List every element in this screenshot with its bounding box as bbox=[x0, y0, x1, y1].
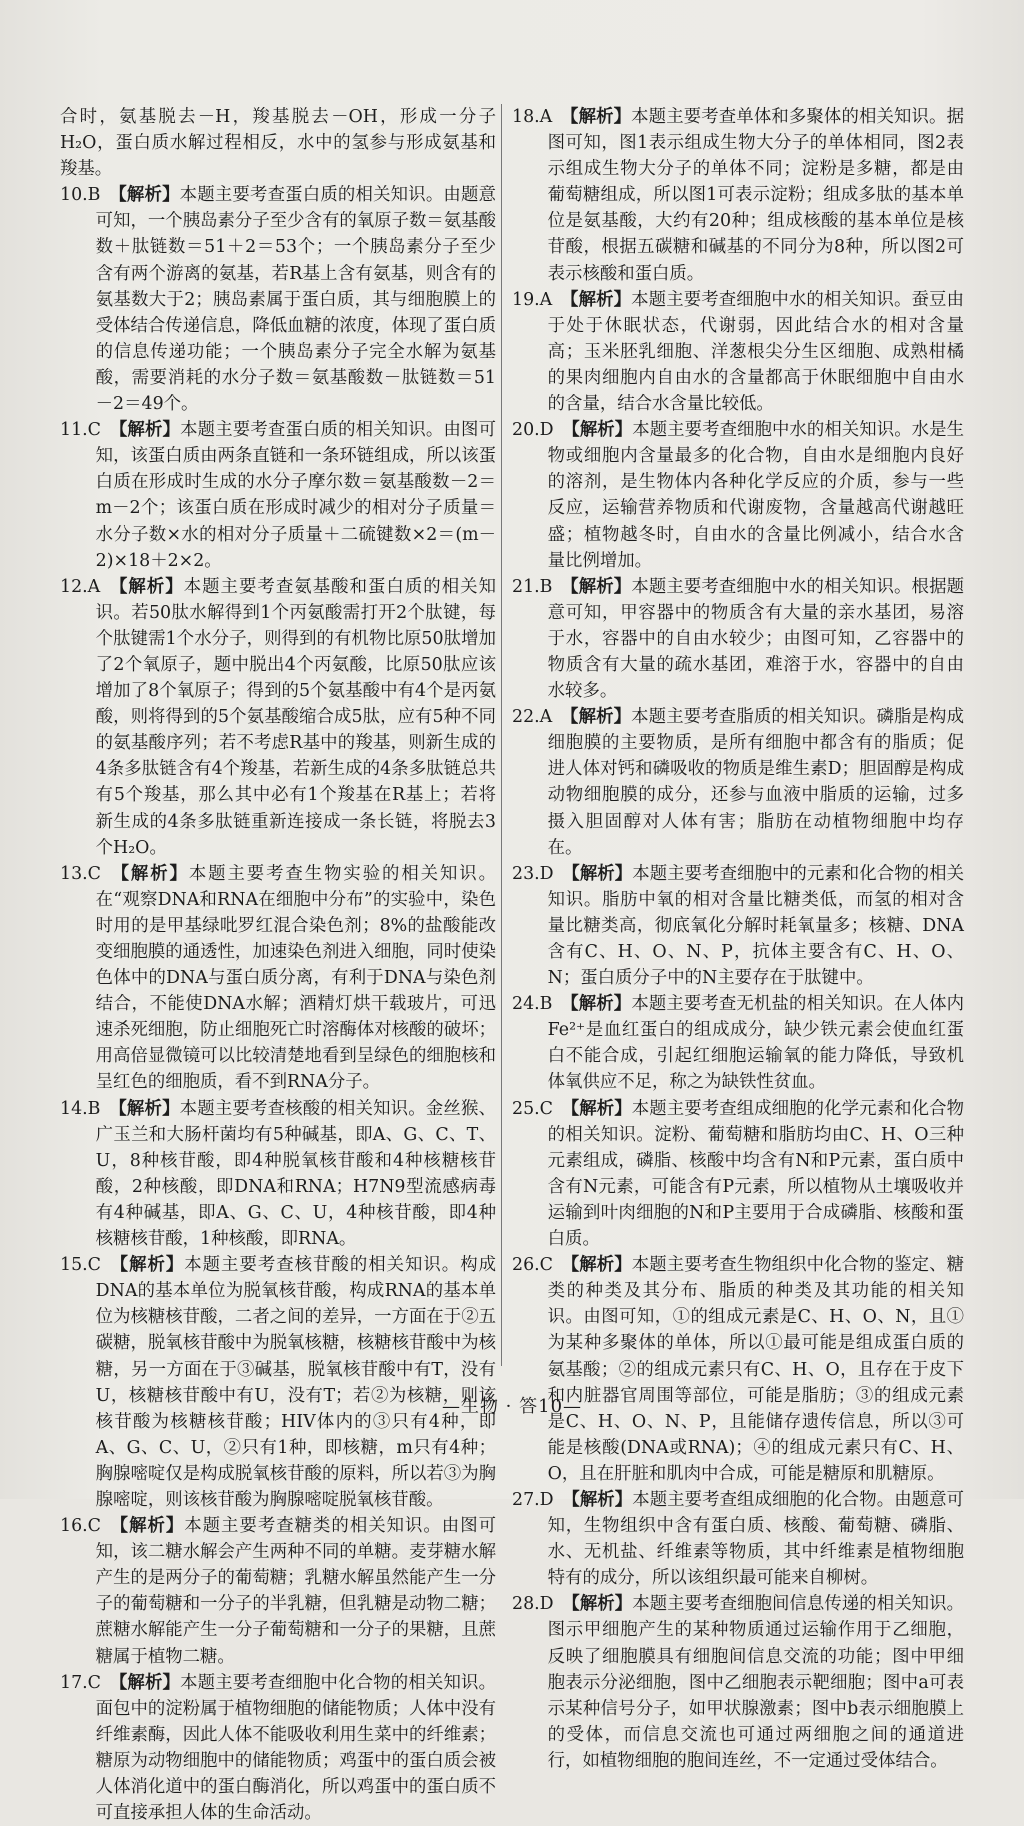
answer-text: 本题主要考查蛋白质的相关知识。由题意可知，一个胰岛素分子至少含有的氧原子数＝氨基酸数＋肽链数＝51＋2＝53个；一个胰岛素分子至少含有两个游离的氨基，若R基上含有氨基，则含有的氨基数大于2；胰岛素属于蛋白质，其与细胞膜上的受体结合传递信息，降低血糖的浓度，体现了蛋白质的信息传递功能；一个胰岛素分子完全水解为氨基酸，需要消耗的水分子数＝氨基酸数－肽链数＝51－2＝49个。 bbox=[95, 185, 496, 415]
answer-label: 24.B bbox=[512, 994, 553, 1015]
answer-item-12 bbox=[60, 574, 496, 861]
answer-text: 本题主要考查细胞中化合物的相关知识。面包中的淀粉属于植物细胞的储能物质；人体中没有纤维素酶，因此人体不能吸收利用生菜中的纤维素；糖原为动物细胞中的储能物质；鸡蛋中的蛋白质会被人体消化道中的蛋白酶消化，所以鸡蛋中的蛋白质不可直接承担人体的生命活动。 bbox=[95, 1672, 496, 1824]
analysis-tag: 【解析】 bbox=[561, 576, 632, 597]
answer-text: 本题主要考查细胞中水的相关知识。根据题意可知，甲容器中的物质含有大量的亲水基团，易溶于水，容器中的自由水较少；由图可知，乙容器中的物质含有大量的疏水基团，难溶于水，容器中的自由水较多。 bbox=[547, 576, 964, 702]
answer-item-26 bbox=[512, 1252, 964, 1487]
analysis-tag: 【解析】 bbox=[562, 863, 633, 884]
answer-text: 本题主要考查生物实验的相关知识。在“观察DNA和RNA在细胞中分布”的实验中，染色时用的是甲基绿吡罗红混合染色剂；8%的盐酸能改变细胞膜的通透性，加速染色剂进入细胞，同时使染色体中的DNA与蛋白质分离，有利于DNA与染色剂结合，不能使DNA水解；酒精灯烘干载玻片，可迅速杀死细胞，防止细胞死亡时溶酶体对核酸的破坏；用高倍显微镜可以比较清楚地看到呈绿色的细胞核和呈红色的细胞质，看不到RNA分子。 bbox=[95, 863, 496, 1093]
answer-text: 本题主要考查细胞间信息传递的相关知识。图示甲细胞产生的某种物质通过运输作用于乙细胞，反映了细胞膜具有细胞间信息交流的功能；图中甲细胞表示分泌细胞，图中乙细胞表示靶细胞；图中a可表示某种信号分子，如甲状腺激素；图中b表示细胞膜上的受体，而信息交流也可通过两细胞之间的通道进行，如植物细胞的胞间连丝，不一定通过受体结合。 bbox=[547, 1594, 964, 1771]
analysis-tag: 【解析】 bbox=[109, 1098, 180, 1119]
answer-text: 合时，氨基脱去－H，羧基脱去－OH，形成一分子 H₂O，蛋白质水解过程相反，水中的氢参与形成氨基和羧基。 bbox=[60, 107, 496, 180]
answer-label: 20.D bbox=[512, 420, 554, 441]
answer-label: 25.C bbox=[512, 1098, 553, 1119]
answer-item-28 bbox=[512, 1591, 964, 1774]
analysis-tag: 【解析】 bbox=[560, 707, 632, 728]
answer-text: 本题主要考查组成细胞的化学元素和化合物的相关知识。淀粉、葡萄糖和脂肪均由C、H、O三种元素组成，磷脂、核酸中均含有N和P元素，蛋白质中含有N元素，可能含有P元素，所以植物从土壤吸收并运输到叶肉细胞的N和P主要用于合成磷脂、核酸和蛋白质。 bbox=[547, 1098, 964, 1250]
answer-text: 本题主要考查单体和多聚体的相关知识。据图可知，图1表示组成生物大分子的单体相同，图2表示组成生物大分子的单体不同；淀粉是多糖，都是由葡萄糖组成，所以图1可表示淀粉；组成多肽的基本单位是氨基酸，大约有20种；组成核酸的基本单位是核苷酸，根据五碳糖和碱基的不同分为8种，所以图2可表示核酸和蛋白质。 bbox=[547, 107, 964, 284]
right-column bbox=[512, 104, 964, 1774]
page-footer: —生物 · 答10— bbox=[441, 1396, 583, 1417]
answer-text: 本题主要考查生物组织中化合物的鉴定、糖类的种类及其分布、脂质的种类及其功能的相关知识。由图可知，①的组成元素是C、H、O、N，且①为某种多聚体的单体，所以①最可能是组成蛋白质的氨基酸；②的组成元素只有C、H、O，且存在于皮下和内脏器官周围等部位，可能是脂肪；③的组成元素是C、H、O、N、P，且能储存遗传信息，所以③可能是核酸(DNA或RNA)；④的组成元素只有C、H、O，且在肝脏和肌肉中合成，可能是糖原和肌糖原。 bbox=[547, 1255, 964, 1484]
analysis-tag: 【解析】 bbox=[561, 994, 632, 1015]
answer-item-21 bbox=[512, 574, 964, 704]
answer-text: 本题主要考查核酸的相关知识。金丝猴、广玉兰和大肠杆菌均有5种碱基，即A、G、C、T、U，8种核苷酸，即4种脱氧核苷酸和4种核糖核苷酸，2种核酸，即DNA和RNA；H7N9型流感病毒有4种碱基，即A、G、C、U，4种核苷酸，即4种核糖核苷酸，1种核酸，即RNA。 bbox=[95, 1098, 496, 1250]
answer-item-13 bbox=[60, 861, 496, 1096]
answer-text: 本题主要考查无机盐的相关知识。在人体内Fe²⁺是血红蛋白的组成成分，缺少铁元素会使血红蛋白不能合成，引起红细胞运输氧的能力降低，导致机体氧供应不足，称之为缺铁性贫血。 bbox=[547, 994, 964, 1093]
analysis-tag: 【解析】 bbox=[562, 1594, 633, 1615]
answer-text: 本题主要考查氨基酸和蛋白质的相关知识。若50肽水解得到1个丙氨酸需打开2个肽键，每个肽键需1个水分子，则得到的有机物比原50肽增加了2个氧原子，题中脱出4个丙氨酸，比原50肽应该增加了8个氧原子；得到的5个氨基酸中有4个是丙氨酸，则将得到的5个氨基酸缩合成5肽，应有5种不同的氨基酸序列；若不考虑R基中的羧基，则新生成的4条多肽链含有4个羧基，若新生成的4条多肽链总共有5个羧基，那么其中必有1个羧基在R基上；若将新生成的4条多肽链重新连接成一条长链，将脱去3个H₂O。 bbox=[95, 576, 496, 858]
analysis-tag: 【解析】 bbox=[560, 289, 632, 310]
answer-item-15 bbox=[60, 1252, 496, 1513]
answer-label: 18.A bbox=[512, 107, 553, 127]
answer-item-18 bbox=[512, 104, 964, 287]
answer-continuation bbox=[60, 104, 496, 182]
analysis-tag: 【解析】 bbox=[562, 1489, 633, 1510]
answer-label: 17.C bbox=[60, 1672, 101, 1693]
answer-label: 11.C bbox=[60, 420, 101, 441]
analysis-tag: 【解析】 bbox=[109, 863, 189, 884]
answer-item-10 bbox=[60, 182, 496, 417]
answer-label: 14.B bbox=[60, 1098, 101, 1119]
answer-text: 本题主要考查核苷酸的相关知识。构成DNA的基本单位为脱氧核苷酸，构成RNA的基本单位为核糖核苷酸，二者之间的差异，一方面在于②五碳糖，脱氧核苷酸中为脱氧核糖，核糖核苷酸中为核糖，另一方面在于③碱基，脱氧核苷酸中有T，没有U，核糖核苷酸中有U，没有T；若②为核糖，则该核苷酸为核糖核苷酸；HIV体内的③只有4种，即A、G、C、U，②只有1种，即核糖，m只有4种；胸腺嘧啶仅是构成脱氧核苷酸的原料，所以若③为胸腺嘧啶，则该核苷酸为胸腺嘧啶脱氧核苷酸。 bbox=[95, 1255, 496, 1510]
left-column bbox=[60, 104, 496, 1826]
analysis-tag: 【解析】 bbox=[561, 1098, 632, 1119]
answer-label: 13.C bbox=[60, 863, 101, 884]
answer-text: 本题主要考查脂质的相关知识。磷脂是构成细胞膜的主要物质，是所有细胞中都含有的脂质；促进人体对钙和磷吸收的物质是维生素D；胆固醇是构成动物细胞膜的成分，还参与血液中脂质的运输，过多摄入胆固醇对人体有害；脂肪在动植物细胞中均存在。 bbox=[547, 707, 964, 858]
answer-text: 本题主要考查蛋白质的相关知识。由图可知，该蛋白质由两条直链和一条环链组成，所以该蛋白质在形成时生成的水分子摩尔数＝氨基酸数－2＝m－2个；该蛋白质在形成时减少的相对分子质量＝水分子数×水的相对分子质量＋二硫键数×2＝(m－2)×18＋2×2。 bbox=[95, 420, 496, 571]
answer-text: 本题主要考查细胞中的元素和化合物的相关知识。脂肪中氧的相对含量比糖类低，而氢的相对含量比糖类高，彻底氧化分解时耗氧量多；核糖、DNA含有C、H、O、N、P，抗体主要含有C、H、O、N；蛋白质分子中的N主要存在于肽键中。 bbox=[547, 863, 964, 989]
answer-text: 本题主要考查组成细胞的化合物。由题意可知，生物组织中含有蛋白质、核酸、葡萄糖、磷脂、水、无机盐、纤维素等物质，其中纤维素是植物细胞特有的成分，所以该组织最可能来自柳树。 bbox=[547, 1489, 964, 1589]
answer-label: 15.C bbox=[60, 1255, 101, 1276]
answer-label: 10.B bbox=[60, 185, 101, 206]
answer-item-17 bbox=[60, 1670, 496, 1826]
answer-item-27 bbox=[512, 1487, 964, 1591]
answer-text: 本题主要考查细胞中水的相关知识。蚕豆由于处于休眠状态，代谢弱，因此结合水的相对含量高；玉米胚乳细胞、洋葱根尖分生区细胞、成熟柑橘的果肉细胞内自由水的含量都高于休眠细胞中自由水的含量，结合水含量比较低。 bbox=[547, 289, 964, 415]
answer-item-14 bbox=[60, 1096, 496, 1253]
answer-label: 23.D bbox=[512, 863, 554, 884]
answer-text: 本题主要考查糖类的相关知识。由图可知，该二糖水解会产生两种不同的单糖。麦芽糖水解产生的是两分子的葡萄糖；乳糖水解虽然能产生一分子的葡萄糖和一分子的半乳糖，但乳糖是动物二糖；蔗糖水解能产生一分子葡萄糖和一分子的果糖，且蔗糖属于植物二糖。 bbox=[95, 1516, 496, 1667]
analysis-tag: 【解析】 bbox=[109, 1255, 185, 1276]
analysis-tag: 【解析】 bbox=[109, 1672, 181, 1693]
answer-label: 16.C bbox=[60, 1516, 101, 1537]
answer-label: 12.A bbox=[60, 576, 101, 597]
answer-text: 本题主要考查细胞中水的相关知识。水是生物或细胞内含量最多的化合物，自由水是细胞内良好的溶剂，是生物体内各种化学反应的介质，参与一些反应，运输营养物质和代谢废物，含量越高代谢越旺盛；植物越冬时，自由水的含量比例减小，结合水含量比例增加。 bbox=[547, 420, 964, 571]
analysis-tag: 【解析】 bbox=[109, 1516, 185, 1537]
analysis-tag: 【解析】 bbox=[109, 185, 180, 206]
column-divider bbox=[501, 104, 502, 1366]
answer-item-22 bbox=[512, 704, 964, 861]
answer-label: 27.D bbox=[512, 1489, 554, 1510]
answer-item-25 bbox=[512, 1096, 964, 1253]
answer-item-20 bbox=[512, 417, 964, 574]
answer-item-24 bbox=[512, 991, 964, 1095]
answer-item-23 bbox=[512, 861, 964, 991]
analysis-tag: 【解析】 bbox=[109, 420, 181, 441]
answer-label: 22.A bbox=[512, 707, 553, 728]
answer-label: 28.D bbox=[512, 1594, 554, 1615]
analysis-tag: 【解析】 bbox=[560, 107, 632, 127]
analysis-tag: 【解析】 bbox=[562, 420, 633, 441]
answer-item-16 bbox=[60, 1513, 496, 1670]
analysis-tag: 【解析】 bbox=[108, 576, 184, 597]
answer-label: 26.C bbox=[512, 1255, 553, 1276]
answer-label: 21.B bbox=[512, 576, 553, 597]
answer-label: 19.A bbox=[512, 289, 553, 310]
answer-item-11 bbox=[60, 417, 496, 574]
analysis-tag: 【解析】 bbox=[561, 1255, 632, 1276]
answer-item-19 bbox=[512, 287, 964, 417]
